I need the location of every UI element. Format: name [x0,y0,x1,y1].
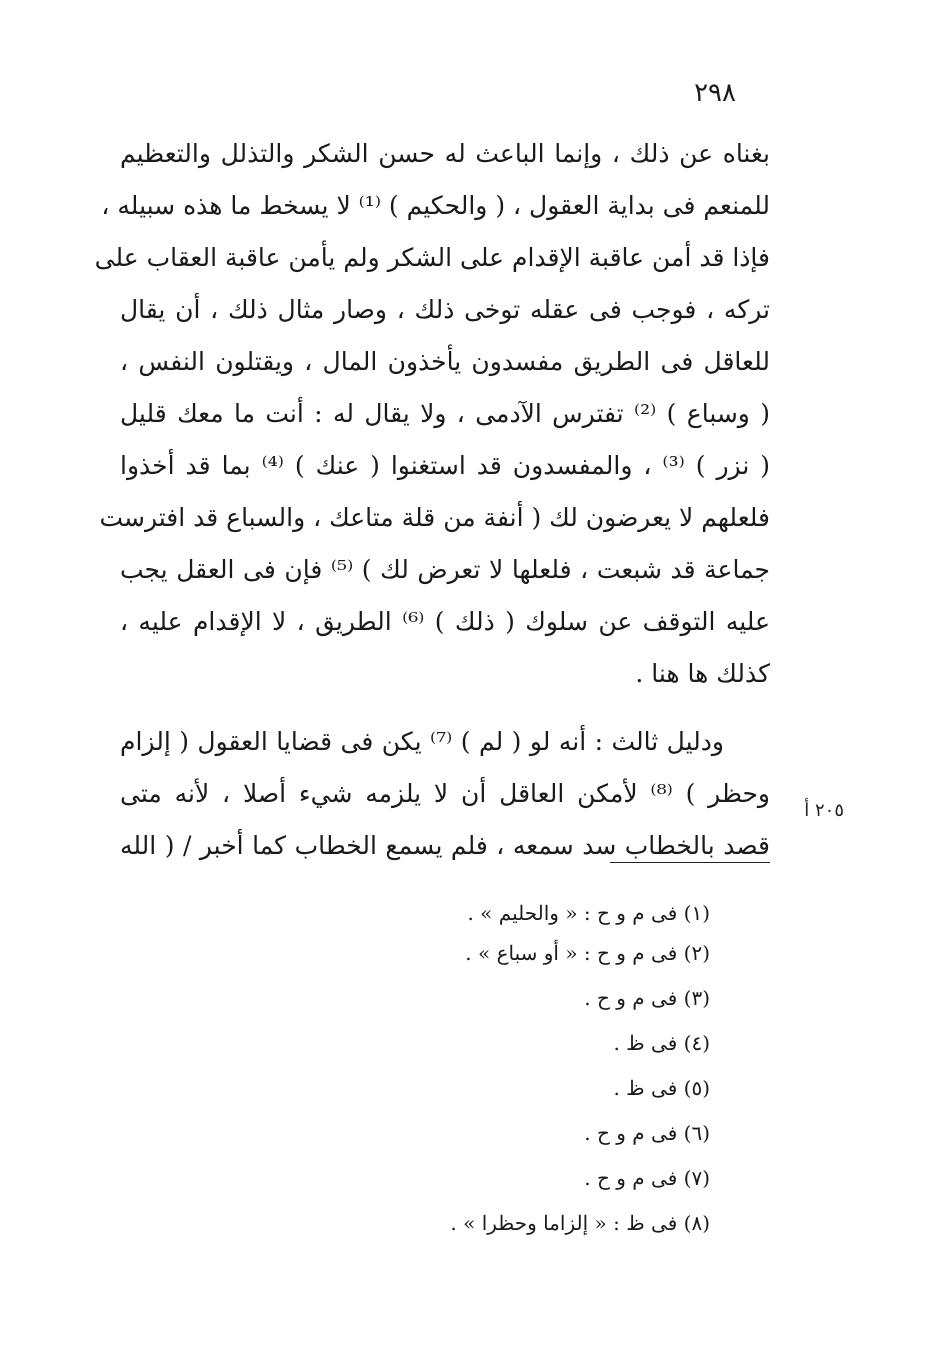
main-text [94,128,771,872]
footnote: (٦) فى م و ح . [584,1121,710,1145]
footnote: (٤) فى ظ . [613,1031,710,1055]
text-line: فلعلهم لا يعرضون لك ( أنفة من قلة متاعك ، والسباع قد افترست [99,503,770,532]
text-line: بغناه عن ذلك ، وإنما الباعث له حسن الشكر والتذلل والتعظيم [120,139,770,168]
footnote: (١) فى م و ح : « والحليم » . [467,901,710,925]
text-line: وحظر ) ⁽⁸⁾ لأمكن العاقل أن لا يلزمه شيء أصلا ، لأنه متى [120,779,770,808]
paragraph-gap [120,700,770,716]
footnote: (٢) فى م و ح : « أو سباع » . [465,941,710,965]
text-line: جماعة قد شبعت ، فلعلها لا تعرض لك ) ⁽⁵⁾ فإن فى العقل يجب [120,555,770,584]
footnote-separator [610,862,770,863]
text-line: تركه ، فوجب فى عقله توخى ذلك ، وصار مثال ذلك ، أن يقال [120,295,770,324]
text-line: ( نزر ) ⁽³⁾ ، والمفسدون قد استغنوا ( عنك ) ⁽⁴⁾ بما قد أخذوا [120,451,771,480]
text-line: ودليل ثالث : أنه لو ( لم ) ⁽⁷⁾ يكن فى قضايا العقول ( إلزام [120,727,724,756]
page-number: ٢٩٨ [694,78,736,108]
margin-folio-note: ٢٠٥ أ [804,800,844,821]
footnote: (٣) فى م و ح . [584,986,710,1010]
text-line: قصد بالخطاب سد سمعه ، فلم يسمع الخطاب كما أخبر / ( الله [120,831,770,860]
text-line: فإذا قد أمن عاقبة الإقدام على الشكر ولم يأمن عاقبة العقاب على [94,243,770,272]
footnote: (٧) فى م و ح . [584,1166,710,1190]
footnotes [290,896,710,1246]
text-line: ( وسباع ) ⁽²⁾ تفترس الآدمى ، ولا يقال له : أنت ما معك قليل [120,399,771,428]
footnote: (٥) فى ظ . [613,1076,710,1100]
text-line: عليه التوقف عن سلوك ( ذلك ) ⁽⁶⁾ الطريق ، لا الإقدام عليه ، [120,607,770,636]
text-line: للمنعم فى بداية العقول ، ( والحكيم ) ⁽¹⁾ لا يسخط ما هذه سبيله ، [101,191,770,220]
text-line: كذلك ها هنا . [635,659,770,688]
text-line: للعاقل فى الطريق مفسدون يأخذون المال ، ويقتلون النفس ، [120,347,770,376]
footnote: (٨) فى ظ : « إلزاما وحظرا » . [450,1211,710,1235]
